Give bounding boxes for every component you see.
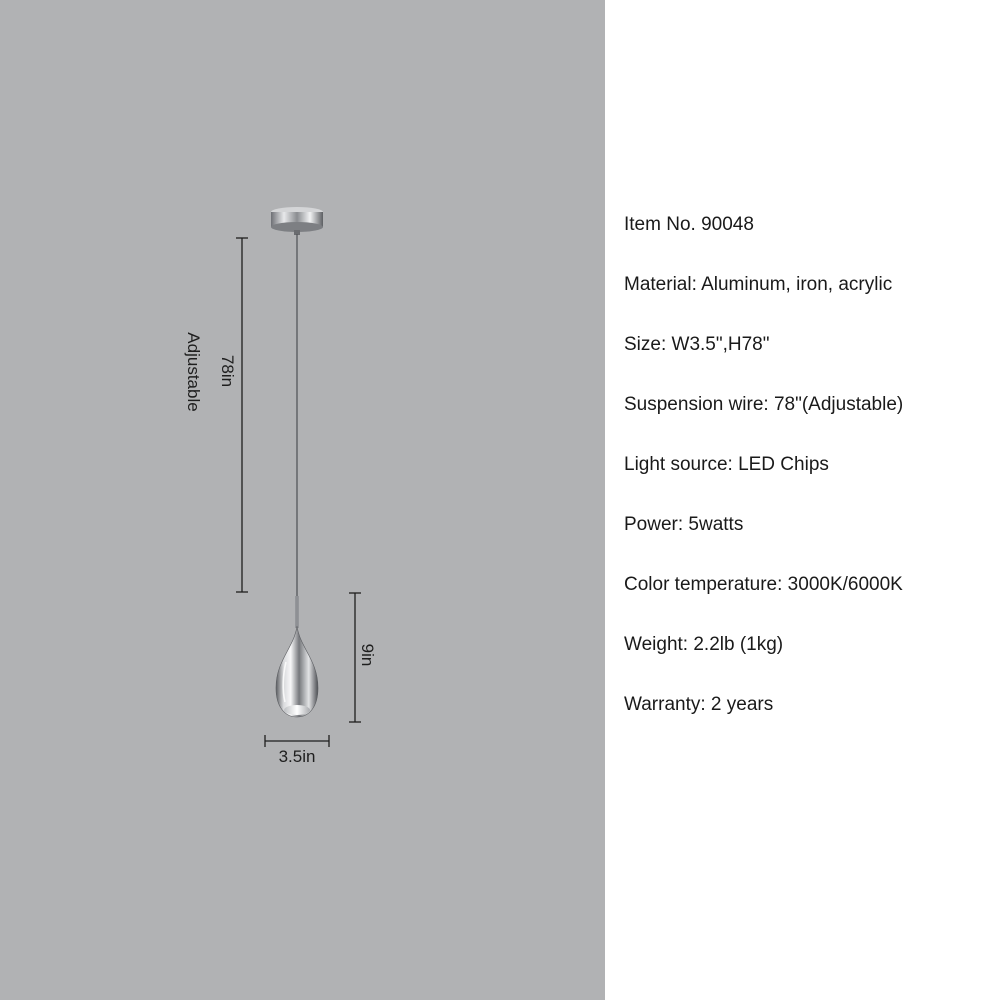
- ceiling-canopy: [271, 207, 323, 235]
- wire-length-dimension-line: [236, 238, 248, 592]
- spec-item-number: Item No. 90048: [624, 214, 754, 235]
- spec-light-source: Light source: LED Chips: [624, 454, 829, 475]
- wire-fitting: [295, 596, 299, 628]
- spec-warranty: Warranty: 2 years: [624, 694, 774, 715]
- teardrop-shade: [276, 626, 318, 717]
- spec-size: Size: W3.5",H78": [624, 334, 770, 355]
- shade-height-label: 9in: [358, 643, 377, 667]
- wire-length-label: 78in: [218, 354, 237, 388]
- wire-adjustable-label: Adjustable: [184, 332, 203, 412]
- shade-width-label: 3.5in: [278, 747, 316, 766]
- spec-material: Material: Aluminum, iron, acrylic: [624, 274, 893, 295]
- spec-power: Power: 5watts: [624, 514, 744, 535]
- spec-color-temperature: Color temperature: 3000K/6000K: [624, 574, 903, 595]
- spec-weight: Weight: 2.2lb (1kg): [624, 634, 784, 655]
- specifications-list: [624, 210, 903, 750]
- spec-suspension-wire: Suspension wire: 78"(Adjustable): [624, 394, 904, 415]
- shade-width-dimension-line: [265, 735, 329, 747]
